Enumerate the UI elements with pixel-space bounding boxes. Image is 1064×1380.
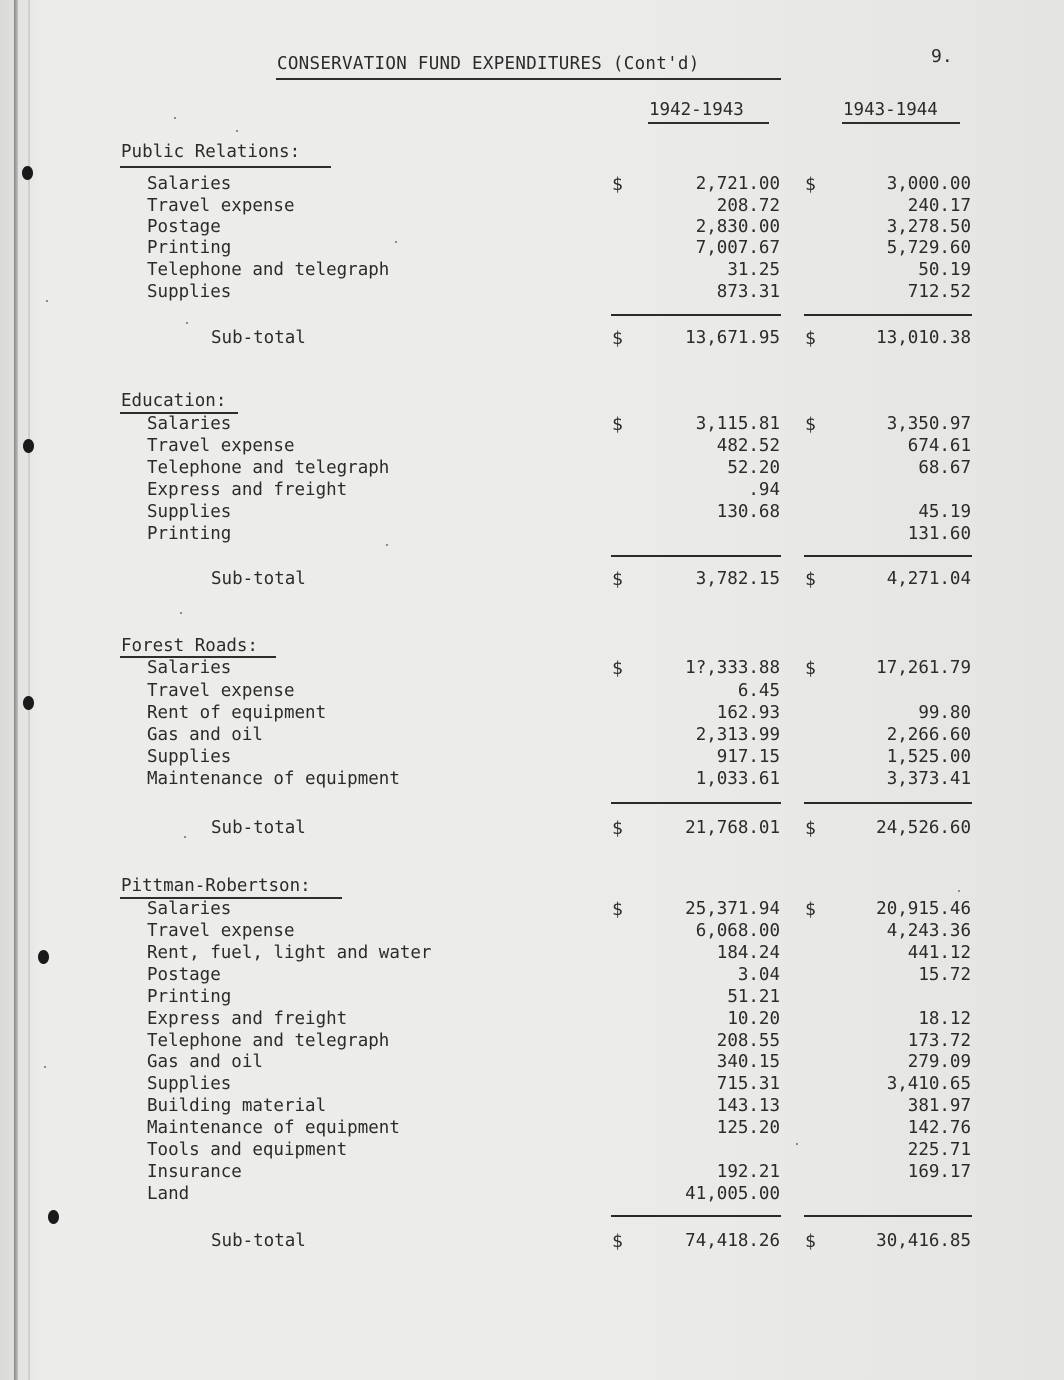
dollar-sign: $ [805,899,816,920]
line-item-label: Salaries [147,899,232,919]
amount-1942-1943: 10.20 [727,1009,780,1029]
amount-1942-1943: 7,007.67 [695,238,780,258]
section-heading-education: Education: [121,391,227,411]
binder-hole [23,439,34,453]
dollar-sign: $ [805,414,816,435]
amount-1942-1943: 208.72 [716,196,780,216]
dollar-sign: $ [805,569,816,590]
scan-speck [236,130,238,132]
amount-1943-1944: 3,410.65 [886,1074,971,1094]
subtotal-1942-1943: 74,418.26 [685,1231,780,1251]
amount-1942-1943: 208.55 [716,1031,780,1051]
amount-1942-1943: 31.25 [727,260,780,280]
amount-1943-1944: 131.60 [907,524,971,544]
scan-speck [44,1066,46,1068]
page-edge-shadow [14,0,18,1380]
line-item-label: Salaries [147,174,232,194]
amount-1942-1943: 125.20 [716,1118,780,1138]
amount-1942-1943: 873.31 [716,282,780,302]
page-number: 9. [931,46,953,67]
dollar-sign: $ [612,658,623,679]
amount-1942-1943: 162.93 [716,703,780,723]
subtotal-1943-1944: 13,010.38 [876,328,971,348]
amount-1942-1943: 192.21 [716,1162,780,1182]
scan-speck [958,890,960,892]
amount-1942-1943: 2,830.00 [695,217,780,237]
scan-speck [46,300,48,302]
line-item-label: Printing [147,987,232,1007]
subtotal-rule [804,314,972,316]
scan-speck [796,1143,798,1145]
amount-1943-1944: 279.09 [907,1052,971,1072]
line-item-label: Telephone and telegraph [147,458,390,478]
amount-1943-1944: 3,000.00 [886,174,971,194]
scan-speck [386,544,388,546]
amount-1943-1944: 18.12 [918,1009,971,1029]
line-item-label: Supplies [147,747,232,767]
section-heading-forest-roads: Forest Roads: [121,636,258,656]
dollar-sign: $ [612,328,623,349]
amount-1943-1944: 15.72 [918,965,971,985]
binder-hole [22,166,33,180]
amount-1943-1944: 17,261.79 [876,658,971,678]
line-item-label: Maintenance of equipment [147,1118,400,1138]
page-edge-line [28,0,30,1380]
amount-1942-1943: 917.15 [716,747,780,767]
scan-speck [395,241,397,243]
title-underline [276,78,781,80]
amount-1942-1943: 2,721.00 [695,174,780,194]
amount-1943-1944: 20,915.46 [876,899,971,919]
amount-1943-1944: 240.17 [907,196,971,216]
subtotal-rule [611,314,781,316]
line-item-label: Supplies [147,1074,232,1094]
dollar-sign: $ [612,818,623,839]
amount-1943-1944: 225.71 [907,1140,971,1160]
subtotal-1943-1944: 30,416.85 [876,1231,971,1251]
line-item-label: Travel expense [147,196,295,216]
line-item-label: Travel expense [147,921,295,941]
amount-1943-1944: 712.52 [907,282,971,302]
line-item-label: Supplies [147,282,232,302]
column-header-1942-1943: 1942-1943 [649,100,744,120]
amount-1943-1944: 169.17 [907,1162,971,1182]
amount-1942-1943: 340.15 [716,1052,780,1072]
subtotal-label: Sub-total [211,569,306,589]
subtotal-rule [804,802,972,804]
line-item-label: Rent of equipment [147,703,327,723]
amount-1942-1943: 130.68 [716,502,780,522]
amount-1942-1943: 482.52 [716,436,780,456]
line-item-label: Telephone and telegraph [147,260,390,280]
line-item-label: Express and freight [147,1009,348,1029]
amount-1943-1944: 68.67 [918,458,971,478]
amount-1942-1943: 715.31 [716,1074,780,1094]
subtotal-label: Sub-total [211,328,306,348]
subtotal-1943-1944: 4,271.04 [886,569,971,589]
amount-1943-1944: 2,266.60 [886,725,971,745]
line-item-label: Salaries [147,658,232,678]
amount-1942-1943: 6.45 [737,681,780,701]
amount-1942-1943: 2,313.99 [695,725,780,745]
amount-1943-1944: 5,729.60 [886,238,971,258]
amount-1943-1944: 99.80 [918,703,971,723]
subtotal-rule [611,555,781,557]
line-item-label: Printing [147,238,232,258]
amount-1943-1944: 142.76 [907,1118,971,1138]
scan-speck [174,117,176,119]
scan-speck [186,322,188,324]
section-heading-public-relations: Public Relations: [121,142,301,162]
dollar-sign: $ [612,174,623,195]
amount-1942-1943: 6,068.00 [695,921,780,941]
subtotal-1942-1943: 13,671.95 [685,328,780,348]
subtotal-rule [804,555,972,557]
subtotal-1942-1943: 21,768.01 [685,818,780,838]
amount-1942-1943: 41,005.00 [685,1184,780,1204]
line-item-label: Gas and oil [147,1052,263,1072]
subtotal-rule [611,1215,781,1217]
amount-1942-1943: 25,371.94 [685,899,780,919]
amount-1942-1943: 1?,333.88 [685,658,780,678]
amount-1943-1944: 3,373.41 [886,769,971,789]
line-item-label: Travel expense [147,436,295,456]
line-item-label: Gas and oil [147,725,263,745]
subtotal-rule [611,802,781,804]
line-item-label: Building material [147,1096,327,1116]
binder-hole [23,696,34,710]
line-item-label: Postage [147,217,221,237]
dollar-sign: $ [805,328,816,349]
subtotal-1942-1943: 3,782.15 [695,569,780,589]
dollar-sign: $ [612,569,623,590]
line-item-label: Salaries [147,414,232,434]
subtotal-label: Sub-total [211,818,306,838]
line-item-label: Express and freight [147,480,348,500]
subtotal-label: Sub-total [211,1231,306,1251]
dollar-sign: $ [612,899,623,920]
amount-1942-1943: 52.20 [727,458,780,478]
amount-1942-1943: 51.21 [727,987,780,1007]
amount-1942-1943: 143.13 [716,1096,780,1116]
amount-1942-1943: 3,115.81 [695,414,780,434]
amount-1943-1944: 674.61 [907,436,971,456]
amount-1942-1943: 3.04 [737,965,780,985]
dollar-sign: $ [805,818,816,839]
line-item-label: Land [147,1184,190,1204]
line-item-label: Maintenance of equipment [147,769,400,789]
amount-1942-1943: 184.24 [716,943,780,963]
column-header-underline [648,122,769,124]
line-item-label: Telephone and telegraph [147,1031,390,1051]
amount-1943-1944: 381.97 [907,1096,971,1116]
line-item-label: Postage [147,965,221,985]
line-item-label: Supplies [147,502,232,522]
line-item-label: Travel expense [147,681,295,701]
amount-1943-1944: 45.19 [918,502,971,522]
subtotal-1943-1944: 24,526.60 [876,818,971,838]
amount-1943-1944: 1,525.00 [886,747,971,767]
dollar-sign: $ [805,1231,816,1252]
amount-1942-1943: .94 [748,480,780,500]
document-title: CONSERVATION FUND EXPENDITURES (Cont'd) [277,54,700,74]
amount-1943-1944: 441.12 [907,943,971,963]
dollar-sign: $ [805,174,816,195]
line-item-label: Insurance [147,1162,242,1182]
amount-1943-1944: 4,243.36 [886,921,971,941]
amount-1943-1944: 3,278.50 [886,217,971,237]
subtotal-rule [804,1215,972,1217]
amount-1943-1944: 173.72 [907,1031,971,1051]
scan-speck [180,612,182,614]
column-header-1943-1944: 1943-1944 [843,100,938,120]
dollar-sign: $ [805,658,816,679]
amount-1943-1944: 50.19 [918,260,971,280]
dollar-sign: $ [612,414,623,435]
column-header-underline [842,122,960,124]
line-item-label: Rent, fuel, light and water [147,943,432,963]
line-item-label: Printing [147,524,232,544]
section-heading-underline [120,166,331,168]
section-heading-pittman-robertson: Pittman-Robertson: [121,876,311,896]
amount-1942-1943: 1,033.61 [695,769,780,789]
scan-speck [184,836,186,838]
amount-1943-1944: 3,350.97 [886,414,971,434]
binder-hole [48,1210,59,1224]
line-item-label: Tools and equipment [147,1140,348,1160]
dollar-sign: $ [612,1231,623,1252]
binder-hole [38,950,49,964]
